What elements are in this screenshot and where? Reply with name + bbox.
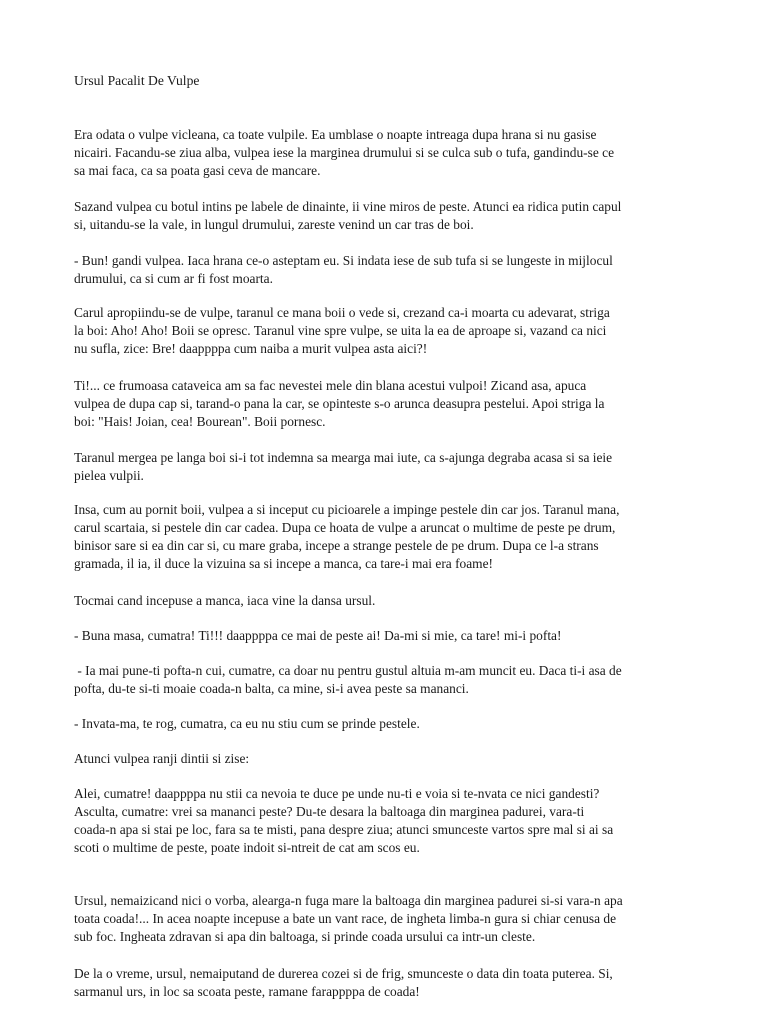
text-line: toata coada!... In acea noapte incepuse a bate un vant race, de ingheta limba-n gura si chiar cenusa de — [74, 911, 617, 926]
text-line: Ti!... ce frumoasa cataveica am sa fac nevestei mele din blana acestui vulpoi! Zicand asa, apuca — [74, 378, 587, 393]
text-line: Carul apropiindu-se de vulpe, taranul ce mana boii o vede si, crezand ca-i moarta cu adevarat, striga — [74, 305, 610, 320]
text-line: coada-n apa si stai pe loc, fara sa te misti, pana despre ziua; atunci smunceste vartos spre mal si ai sa — [74, 822, 614, 837]
paragraph — [74, 252, 714, 288]
text-line: drumului, ca si cum ar fi fost moarta. — [74, 271, 273, 286]
text-line: Insa, cum au pornit boii, vulpea a si inceput cu picioarele a impinge pestele din car jos. Taranul mana, — [74, 502, 620, 517]
text-line: De la o vreme, ursul, nemaiputand de durerea cozei si de frig, smunceste o data din toata puterea. Si, — [74, 966, 613, 981]
text-line: Alei, cumatre! daappppa nu stii ca nevoia te duce pe unde nu-ti e voia si te-nvata ce nici gandesti? — [74, 786, 600, 801]
paragraph — [74, 304, 714, 358]
text-line: pielea vulpii. — [74, 468, 144, 483]
text-line: si, uitandu-se la vale, in lungul drumului, zareste venind un car tras de boi. — [74, 217, 474, 232]
text-line: Sazand vulpea cu botul intins pe labele de dinainte, ii vine miros de peste. Atunci ea ridica putin capul — [74, 199, 622, 214]
text-line: Asculta, cumatre: vrei sa mananci peste? Du-te desara la baltoaga din marginea padurei, vara-ti — [74, 804, 585, 819]
document-title: Ursul Pacalit De Vulpe — [74, 73, 200, 88]
text-line: - Invata-ma, te rog, cumatra, ca eu nu stiu cum se prinde pestele. — [74, 716, 420, 731]
text-line: Atunci vulpea ranji dintii si zise: — [74, 751, 250, 766]
paragraph — [74, 627, 714, 645]
paragraph — [74, 662, 714, 698]
text-line: pofta, du-te si-ti moaie coada-n balta, ca mine, si-i avea peste sa mananci. — [74, 681, 469, 696]
text-line: binisor sare si ea din car si, cu mare graba, incepe a strange pestele de pe drum. Dupa ce l-a strans — [74, 538, 599, 553]
text-line: Tocmai cand incepuse a manca, iaca vine la dansa ursul. — [74, 593, 376, 608]
text-line: Era odata o vulpe vicleana, ca toate vulpile. Ea umblase o noapte intreaga dupa hrana si nu gasise — [74, 127, 597, 142]
text-line: boi: "Hais! Joian, cea! Bourean". Boii pornesc. — [74, 414, 326, 429]
paragraph — [74, 501, 714, 573]
paragraph — [74, 892, 714, 946]
text-line: gramada, il ia, il duce la vizuina sa si incepe a manca, ca tare-i mai era foame! — [74, 556, 493, 571]
paragraph — [74, 377, 714, 431]
paragraph — [74, 126, 714, 180]
text-line: scoti o multime de peste, poate indoit si-ntreit de cat am scos eu. — [74, 840, 420, 855]
paragraph — [74, 449, 714, 485]
text-line: carul scartaia, si pestele din car cadea. Dupa ce hoata de vulpe a aruncat o multime de peste pe drum, — [74, 520, 616, 535]
text-line: - Buna masa, cumatra! Ti!!! daappppa ce mai de peste ai! Da-mi si mie, ca tare! mi-i pofta! — [74, 628, 562, 643]
text-line: Ursul, nemaizicand nici o vorba, alearga-n fuga mare la baltoaga din marginea padurei si-si vara-n apa — [74, 893, 623, 908]
text-line: vulpea de dupa cap si, tarand-o pana la car, se opinteste s-o arunca deasupra pestelui. Apoi striga la — [74, 396, 605, 411]
paragraph — [74, 715, 714, 733]
text-line: sa mai faca, ca sa poata gasi ceva de mancare. — [74, 163, 321, 178]
text-line: - Ia mai pune-ti pofta-n cui, cumatre, ca doar nu pentru gustul altuia m-am muncit eu. Daca ti-i asa de — [74, 663, 622, 678]
paragraph — [74, 750, 714, 768]
paragraph — [74, 785, 714, 857]
paragraph — [74, 198, 714, 234]
paragraph — [74, 592, 714, 610]
text-line: sub foc. Ingheata zdravan si apa din baltoaga, si prinde coada ursului ca intr-un cleste. — [74, 929, 536, 944]
text-line: nicairi. Facandu-se ziua alba, vulpea iese la marginea drumului si se culca sub o tufa, gandindu-se ce — [74, 145, 615, 160]
text-line: la boi: Aho! Aho! Boii se opresc. Taranul vine spre vulpe, se uita la ea de aproape si, vazand ca nici — [74, 323, 607, 338]
text-line: - Bun! gandi vulpea. Iaca hrana ce-o asteptam eu. Si indata iese de sub tufa si se lungeste in mijlocul — [74, 253, 613, 268]
text-line: Taranul mergea pe langa boi si-i tot indemna sa mearga mai iute, ca s-ajunga degraba acasa si sa ieie — [74, 450, 613, 465]
paragraph — [74, 965, 714, 1001]
text-line: nu sufla, zice: Bre! daappppa cum naiba a murit vulpea asta aici?! — [74, 341, 428, 356]
text-line: sarmanul urs, in loc sa scoata peste, ramane farappppa de coada! — [74, 984, 420, 999]
